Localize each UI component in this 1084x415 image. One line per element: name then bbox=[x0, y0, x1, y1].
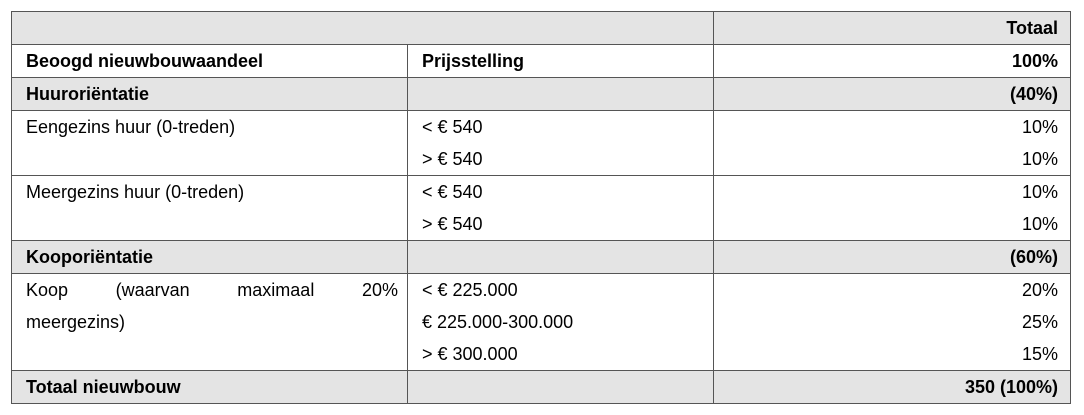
label-word: maximaal bbox=[237, 280, 315, 300]
price-column-header: Prijsstelling bbox=[408, 45, 714, 78]
table-row bbox=[12, 143, 1071, 176]
table-row bbox=[12, 208, 1071, 241]
section-title: Kooporiëntatie bbox=[12, 241, 408, 274]
label-word: 20% bbox=[361, 280, 398, 300]
price-cell: > € 300.000 bbox=[408, 338, 714, 371]
percentage-cell: 20% bbox=[714, 274, 1071, 307]
group-label: Meergezins huur (0-treden) bbox=[12, 176, 408, 209]
section-title: Huuroriëntatie bbox=[12, 78, 408, 111]
footer-label: Totaal nieuwbouw bbox=[12, 371, 408, 404]
table-row bbox=[12, 111, 1071, 144]
percentage-cell: 10% bbox=[714, 208, 1071, 241]
section-total: (60%) bbox=[714, 241, 1071, 274]
price-cell: < € 540 bbox=[408, 111, 714, 144]
category-column-header: Beoogd nieuwbouwaandeel bbox=[12, 45, 408, 78]
overall-share-cell: 100% bbox=[714, 45, 1071, 78]
section-row-buy bbox=[12, 241, 1071, 274]
price-cell: < € 225.000 bbox=[408, 274, 714, 307]
table-row bbox=[12, 176, 1071, 209]
section-row-rent bbox=[12, 78, 1071, 111]
label-word: (waarvan bbox=[115, 280, 190, 300]
table-row bbox=[12, 306, 1071, 338]
percentage-cell: 10% bbox=[714, 143, 1071, 176]
percentage-cell: 10% bbox=[714, 176, 1071, 209]
group-label bbox=[12, 274, 408, 307]
price-cell: > € 540 bbox=[408, 143, 714, 176]
price-cell: € 225.000-300.000 bbox=[408, 306, 714, 338]
percentage-cell: 10% bbox=[714, 111, 1071, 144]
percentage-cell: 25% bbox=[714, 306, 1071, 338]
group-label-continuation bbox=[12, 338, 408, 371]
allocation-table bbox=[11, 11, 1071, 404]
total-column-header: Totaal bbox=[714, 12, 1071, 45]
table-header-row bbox=[12, 12, 1071, 45]
price-cell: < € 540 bbox=[408, 176, 714, 209]
group-label: Eengezins huur (0-treden) bbox=[12, 111, 408, 144]
section-total: (40%) bbox=[714, 78, 1071, 111]
footer-total: 350 (100%) bbox=[714, 371, 1071, 404]
group-label-continuation bbox=[12, 208, 408, 241]
empty-cell bbox=[408, 241, 714, 274]
justified-label-line bbox=[26, 274, 398, 306]
group-label-continuation bbox=[12, 143, 408, 176]
price-cell: > € 540 bbox=[408, 208, 714, 241]
footer-row bbox=[12, 371, 1071, 404]
table-row bbox=[12, 338, 1071, 371]
label-word: Koop bbox=[26, 280, 69, 300]
empty-cell bbox=[408, 78, 714, 111]
column-header-row bbox=[12, 45, 1071, 78]
header-blank-cell bbox=[12, 12, 714, 45]
percentage-cell: 15% bbox=[714, 338, 1071, 371]
table-row bbox=[12, 274, 1071, 307]
group-label-line-2: meergezins) bbox=[12, 306, 408, 338]
empty-cell bbox=[408, 371, 714, 404]
